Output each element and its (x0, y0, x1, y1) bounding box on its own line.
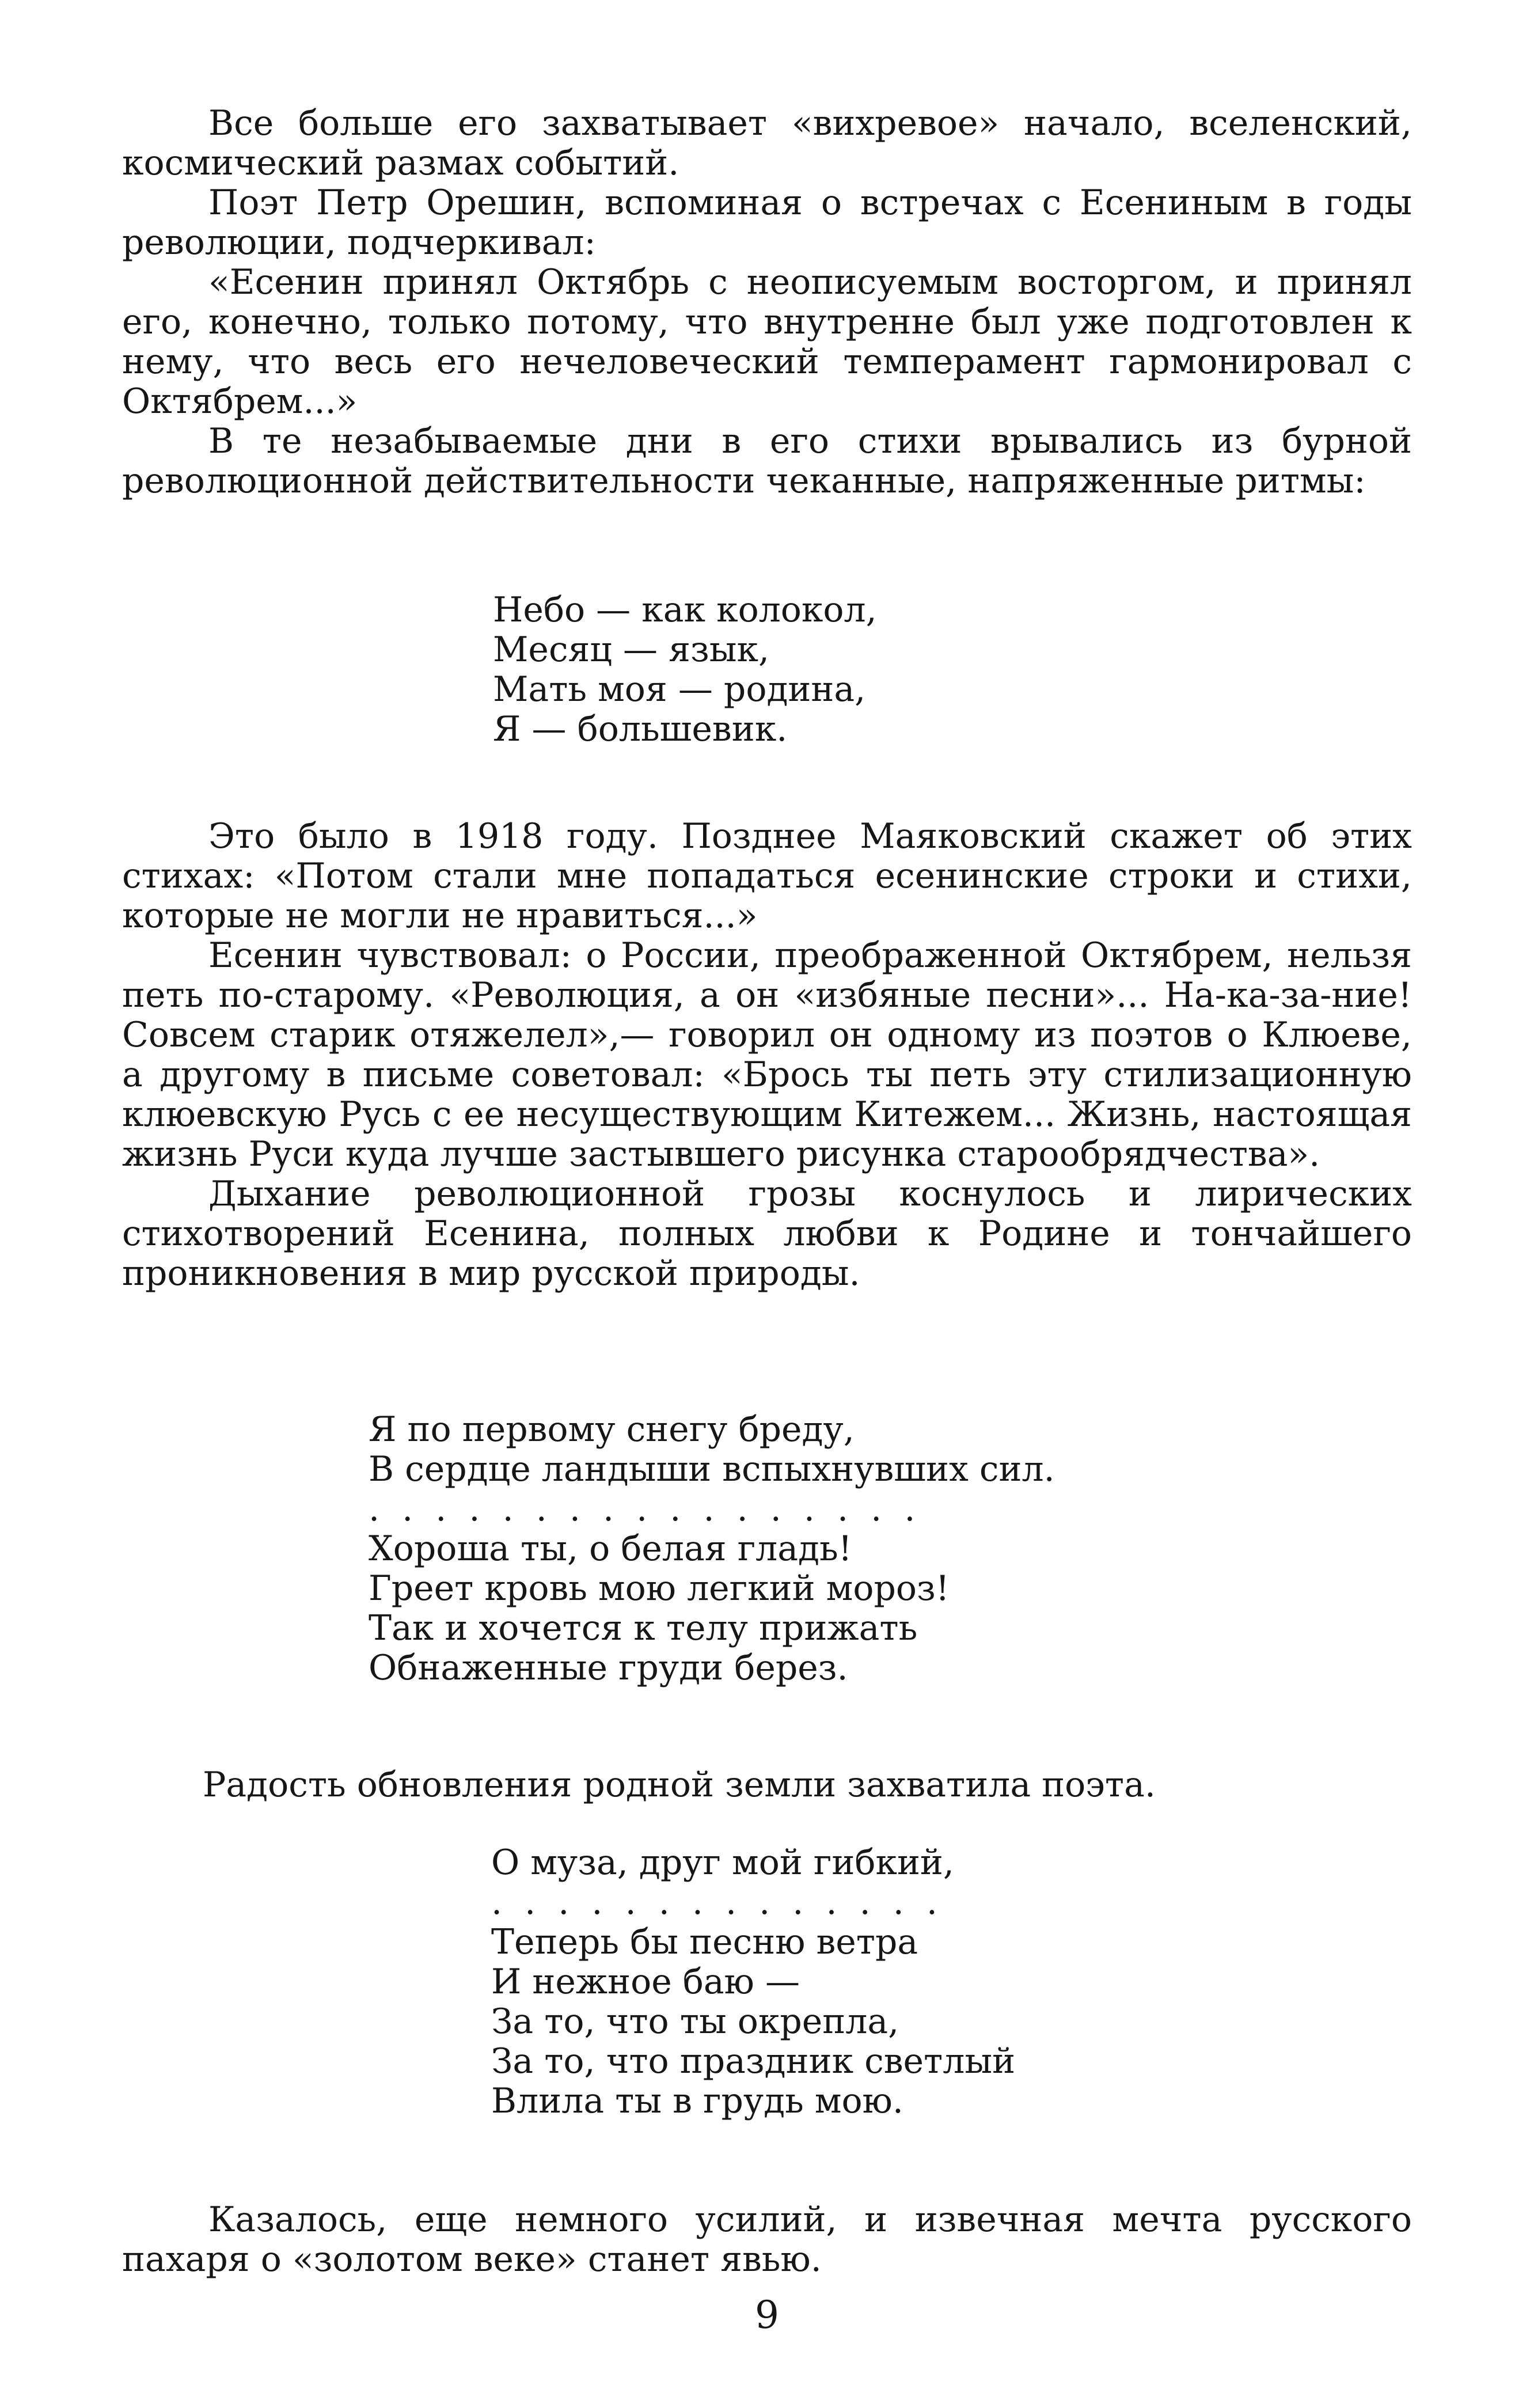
poem-line: Влила ты в грудь мою. (491, 2081, 903, 2121)
omission-dots: . . . . . . . . . . . . . . (491, 1882, 943, 1922)
paragraph: Это было в 1918 году. Позднее Маяковский скажет об этих стихах: «Потом стали мне попадаться есенинские строки и стихи, которые не могли не нравиться...» (122, 816, 1412, 936)
poem-excerpt-3 (491, 1843, 1015, 2121)
text-block-bottom (122, 2200, 1412, 2280)
poem-line: Я — большевик. (493, 709, 788, 749)
paragraph: Казалось, еще немного усилий, и извечная мечта русского пахаря о «золотом веке» станет явью. (122, 2200, 1412, 2280)
poem-line: За то, что ты окрепла, (491, 2001, 899, 2042)
paragraph: Дыхание революционной грозы коснулось и лирических стихотворений Есенина, полных любви к Родине и тончайшего проникновения в мир русской природы. (122, 1174, 1412, 1294)
paragraph: Все больше его захватывает «вихревое» начало, вселенский, космический размах событий. (122, 103, 1412, 183)
poem-line: Мать моя — родина, (493, 669, 866, 710)
poem-line: Я по первому снегу бреду, (369, 1409, 855, 1450)
text-block-top (122, 104, 1412, 501)
poem-line: Обнаженные груди берез. (369, 1648, 848, 1688)
paragraph: В те незабываемые дни в его стихи врывались из бурной революционной действительности чеканные, напряженные ритмы: (122, 421, 1412, 501)
poem-line: За то, что праздник светлый (491, 2041, 1016, 2081)
page-number: 9 (755, 2293, 779, 2337)
text-block-middle (122, 817, 1412, 1294)
poem-line: Хороша ты, о белая гладь! (369, 1529, 852, 1569)
poem-excerpt-2 (369, 1410, 1055, 1688)
poem-line: Месяц — язык, (493, 630, 770, 670)
poem-excerpt-1 (493, 590, 877, 749)
poem-line: И нежное баю — (491, 1962, 800, 2002)
poem-line: Теперь бы песню ветра (491, 1922, 918, 1962)
poem-line: Так и хочется к телу прижать (369, 1608, 918, 1648)
poem-line: О муза, друг мой гибкий, (491, 1842, 954, 1883)
poem-line: Греет кровь мою легкий мороз! (369, 1568, 950, 1609)
paragraph: Поэт Петр Орешин, вспоминая о встречах с Есениным в годы революции, подчеркивал: (122, 183, 1412, 263)
quote-paragraph: «Есенин принял Октябрь с неописуемым восторгом, и принял его, конечно, только потому, что внутренне был уже подготовлен к нему, что весь его нечеловеческий темперамент гармонировал с Октябрем...» (122, 262, 1412, 422)
omission-dots: . . . . . . . . . . . . . . . . . (369, 1489, 921, 1529)
poem-line: В сердце ландыши вспыхнувших сил. (369, 1449, 1055, 1489)
paragraph: Есенин чувствовал: о России, преображенной Октябрем, нельзя петь по-старому. «Революция, а он «избяные песни»... На-ка-за-ние! Совсем старик отяжелел»,— говорил он одному из поэтов о Клюеве, а другому в письме советовал: «Брось ты петь эту стилизационную клюевскую Русь с ее несуществующим Китежем... Жизнь, настоящая жизнь Руси куда лучше застывшего рисунка старообрядчества». (122, 935, 1412, 1174)
poem-line: Небо — как колокол, (493, 590, 877, 630)
sentence-joy: Радость обновления родной земли захватила поэта. (203, 1765, 1156, 1805)
